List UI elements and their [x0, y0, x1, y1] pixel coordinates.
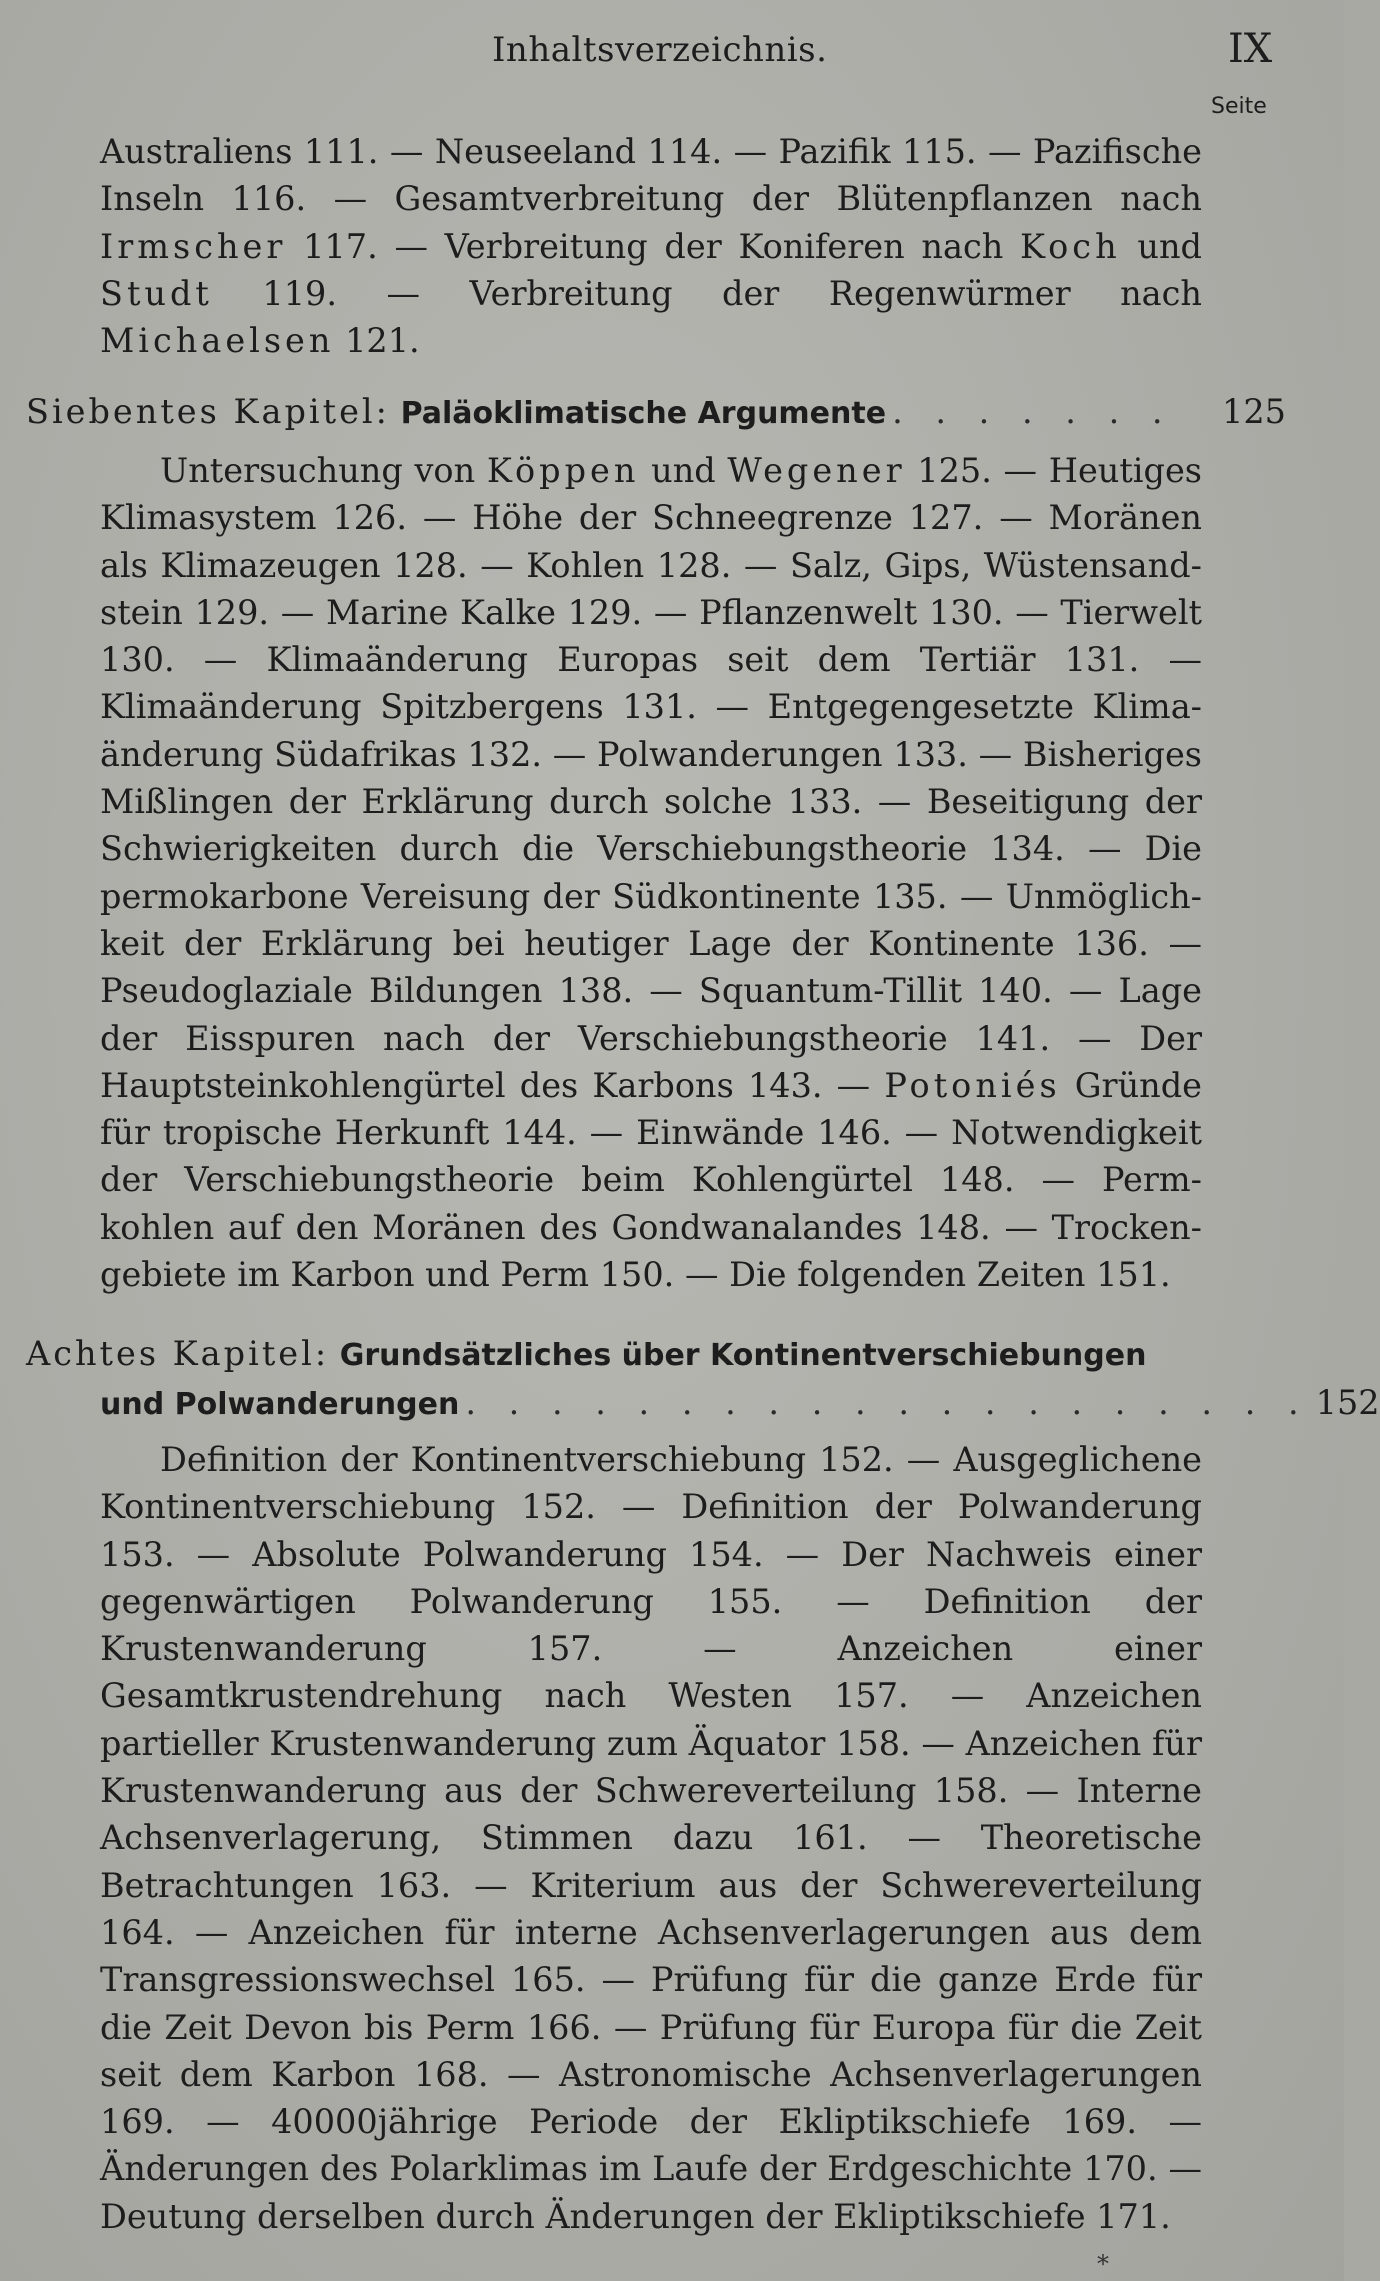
author-name: Michaelsen: [100, 321, 335, 361]
author-name: Köppen: [486, 451, 640, 490]
text: und: [1120, 226, 1202, 266]
text: Definition der Kontinentverschiebung 152. — Ausgeglichene Kontinentverschiebung 152. — Definition der Polwanderung 153. — Absolute Polwanderung 154. — Der Nachweis einer gegenwärtigen Polwanderung 155. — Definition der Krustenwanderung 157. — Anzeichen einer Gesamtkrustendrehung nach Westen 157. — Anzeichen partieller Krustenwanderung zum Äquator 158. — Anzeichen für Krustenwanderung aus der Schwereverteilung 158. — Interne Achsenverlagerung, Stimmen dazu 161. — Theoretische Betrachtungen 163. — Kriterium aus der Schwereverteilung 164. — Anzeichen für interne Achsenverlagerungen aus dem Transgressionswechsel 165. — Prüfung für die ganze Erde für die Zeit Devon bis Perm 166. — Prüfung für Europa für die Zeit seit dem Karbon 168. — Astronomische Achsenverlagerungen 169. — 40000jährige Periode der Ekliptikschiefe 169. — Änderungen des Polarklimas im Laufe der Erdgeschichte 170. — Deutung derselben durch Änderungen der Ekliptikschiefe 171.: [100, 1440, 1202, 2236]
author-name: Studt: [100, 273, 213, 313]
running-title: Inhaltsverzeichnis.: [492, 30, 828, 70]
chapter-title: Paläoklimatische Argumente: [400, 396, 887, 431]
author-name: Potoniés: [884, 1065, 1061, 1105]
running-header: [0, 26, 1344, 86]
seite-column-label: Seite: [1211, 94, 1267, 119]
chapter-heading-7: [26, 388, 1286, 437]
chapter-title-line1: Grundsätzliches über Kontinentverschiebungen: [339, 1338, 1147, 1373]
toc-entry-chapter6-continuation: [100, 128, 1202, 364]
text: 117. — Verbreitung der Koniferen nach: [286, 226, 1021, 266]
chapter-title-line2: und Polwanderungen: [100, 1387, 460, 1423]
text: und: [639, 451, 728, 490]
toc-entry-chapter7-contents: [100, 447, 1202, 1298]
chapter-heading-8: [26, 1330, 1380, 1429]
chapter-heading-line: [26, 1379, 1380, 1428]
text: Australiens 111. — Neuseeland 114. — Pazifik 115. — Pazifische Inseln 116. — Gesamtverbreitung der Blütenpflanzen nach: [100, 132, 1202, 219]
text: Untersuchung von: [160, 451, 487, 490]
text: 121.: [334, 321, 420, 361]
asterisk-mark: *: [1097, 2250, 1109, 2278]
dot-leader: . . . . . . .: [892, 392, 1174, 431]
text: 125. — Heutiges Klimasystem 126. — Höhe der Schneegrenze 127. — Moränen als Klimazeugen 128. — Kohlen 128. — Salz, Gips, Wüstensandstein 129. — Marine Kalke 129. — Pflanzenwelt 130. — Tierwelt 130. — Klimaänderung Europas seit dem Tertiär 131. — Klimaänderung Spitzbergens 131. — Entgegengesetzte Klimaänderung Südafrikas 132. — Polwanderungen 133. — Bisheriges Mißlingen der Erklärung durch solche 133. — Beseitigung der Schwierigkeiten durch die Verschiebungstheorie 134. — Die permokarbone Vereisung der Südkontinente 135. — Unmöglichkeit der Erklärung bei heutiger Lage der Kontinente 136. — Pseudoglaziale Bildungen 138. — Squantum-Tillit 140. — Lage der Eisspuren nach der Verschiebungstheorie 141. — Der Hauptsteinkohlengürtel des Karbons 143. —: [100, 451, 1202, 1105]
chapter-heading-line: [26, 1330, 1286, 1379]
chapter-heading-line: [26, 388, 1286, 437]
chapter-label: Siebentes Kapitel:: [26, 392, 390, 431]
author-name: Irmscher: [100, 226, 287, 266]
dot-leader: . . . . . . . . . . . . . . . . . . . .: [465, 1383, 1310, 1423]
text: 119. — Verbreitung der Regenwürmer nach: [212, 273, 1202, 313]
page-number: IX: [1228, 26, 1273, 72]
chapter-page-ref: 125: [1222, 392, 1286, 431]
chapter-page-ref: 152: [1315, 1383, 1380, 1423]
chapter-label: Achtes Kapitel:: [26, 1334, 330, 1373]
text: Gründe für tropische Herkunft 144. — Einwände 146. — Notwendigkeit der Verschiebungstheorie beim Kohlengürtel 148. — Permkohlen auf den Moränen des Gondwanalandes 148. — Trockengebiete im Karbon und Perm 150. — Die folgenden Zeiten 151.: [100, 1065, 1202, 1295]
author-name: Wegener: [727, 451, 906, 490]
toc-entry-chapter8-contents: [100, 1436, 1202, 2240]
author-name: Koch: [1020, 226, 1121, 266]
